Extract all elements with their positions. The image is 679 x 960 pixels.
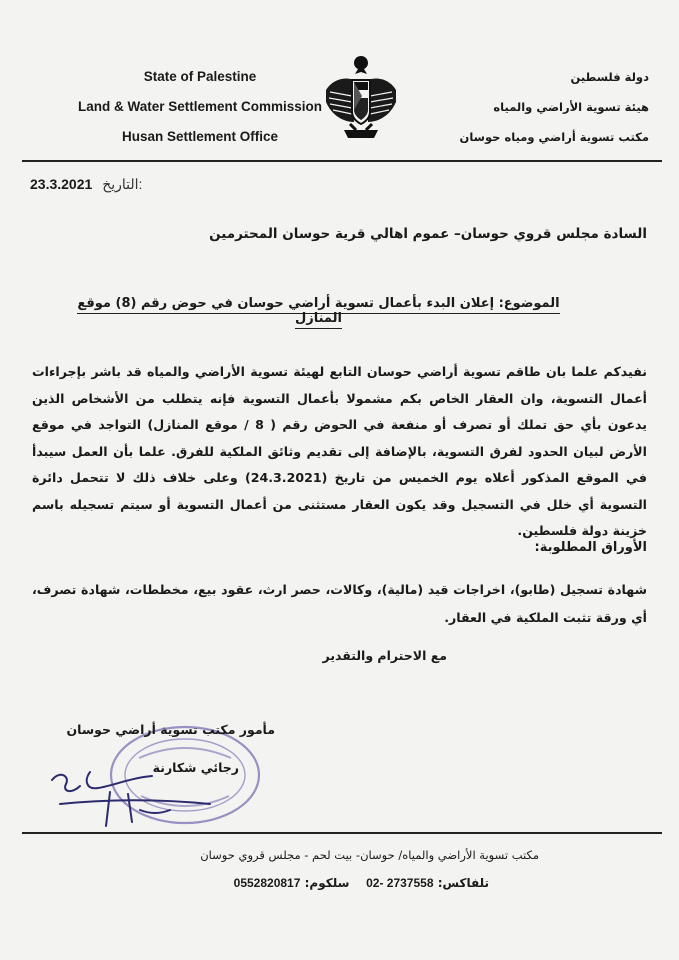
header-ar-commission: هيئة تسوية الأراضي والمياه <box>493 100 649 114</box>
closing-regards: مع الاحترام والتقدير <box>322 648 447 663</box>
date-label: التاريخ: <box>102 176 143 192</box>
palestine-eagle-emblem-icon <box>318 50 404 150</box>
mobile-number: 0552820817 <box>233 876 301 890</box>
signatory-title: مأمور مكتب تسوية أراضي حوسان <box>66 722 275 737</box>
date-value: 23.3.2021 <box>30 176 93 192</box>
mobile-label: سلكوم: <box>304 876 350 890</box>
body-paragraph: نفيدكم علما بان طاقم تسوية أراضي حوسان التابع لهيئة تسوية الأراضي والمياه قد باشر بإجراءات أعمال التسوية، وان العقار الخاص بكم مشمولا بأعمال التسوية فإنه يتطلب من الأشخاص الذين يدعون بأي حق تملك أو تصرف أو منفعة في الحوض رقم ( 8 / موقع المنازل) التواجد في موقع الأرض لبيان الحدود لفرق التسوية، بالإضافة إلى تقديم وثائق الملكية للفرق. علما بأن العمل سيبدأ في الموقع المذكور أعلاه يوم الخميس من تاريخ (24.3.2021) وعلى خلاف ذلك لا تتحمل دائرة التسوية أي خلل في التسجيل وقد يكون العقار مستثنى من أعمال التسوية أو سيتم تسجيله باسم خزينة دولة فلسطين. <box>32 364 647 538</box>
header-en-state: State of Palestine <box>143 69 257 84</box>
footer-divider <box>22 832 662 834</box>
addressee: السادة مجلس قروي حوسان– عموم اهالي قرية حوسان المحترمين <box>209 226 647 242</box>
documents-heading: الأوراق المطلوبة: <box>534 540 647 555</box>
subject-text: الموضوع: إعلان البدء بأعمال تسوية أراضي حوسان في حوض رقم (8) موقع المنازل <box>77 296 559 329</box>
subject-line <box>70 296 567 326</box>
signatory-name: رجائي شكارنة <box>152 760 239 775</box>
header-en-commission: Land & Water Settlement Commission <box>77 99 323 114</box>
header-ar-office: مكتب تسوية أراضي ومياه حوسان <box>459 130 649 144</box>
header-en-office: Husan Settlement Office <box>121 129 279 144</box>
letter-date <box>30 176 142 193</box>
header-ar-state: دولة فلسطين <box>570 70 649 84</box>
documents-list: شهادة تسجيل (طابو)، اخراجات قيد (مالية)، وكالات، حصر ارث، عقود بيع، مخططات، شهادة تصرف، أي ورقة تثبت الملكية في العقار. <box>32 582 647 625</box>
fax-number: 02- 2737558 <box>366 876 434 890</box>
header-arabic <box>449 62 649 152</box>
header-english <box>70 62 330 152</box>
fax-label: تلفاكس: <box>437 876 489 890</box>
header-divider <box>22 160 662 162</box>
footer-contact <box>234 876 489 890</box>
handwritten-signature-icon <box>40 752 240 832</box>
footer-address: مكتب تسوية الأراضي والمياه/ حوسان- بيت لحم - مجلس قروي حوسان <box>200 848 539 862</box>
